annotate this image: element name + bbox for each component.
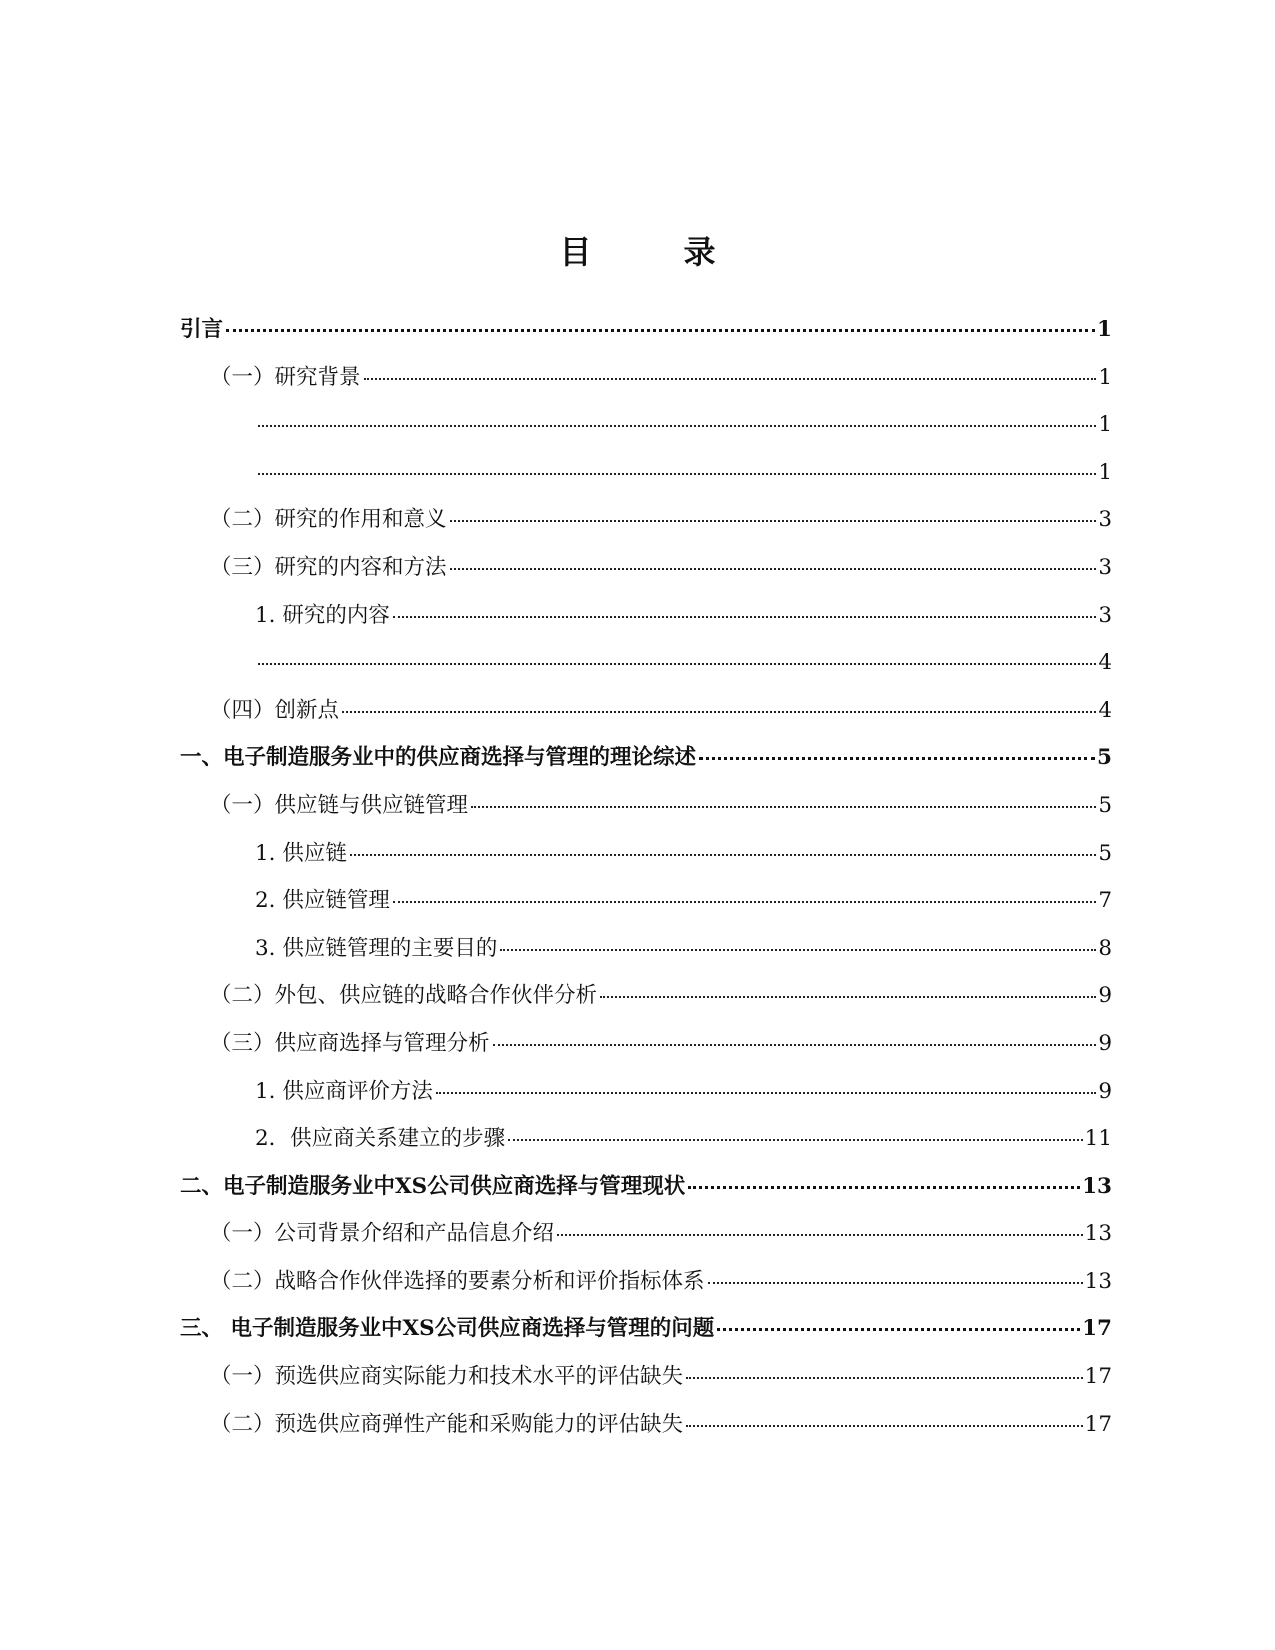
toc-entry-page-number: 1 xyxy=(1098,364,1112,390)
toc-entry-label: 二、电子制造服务业中XS公司供应商选择与管理现状 xyxy=(180,1173,686,1199)
toc-entry[interactable] xyxy=(180,1413,1112,1461)
toc-entry-page-number: 9 xyxy=(1098,983,1112,1009)
toc-entry[interactable] xyxy=(180,1365,1112,1413)
toc-entry-page-number: 17 xyxy=(1084,1364,1112,1390)
toc-entry-label: 2．供应商关系建立的步骤 xyxy=(255,1126,506,1152)
toc-entry-label: （三）供应商选择与管理分析 xyxy=(210,1030,490,1056)
toc-entry[interactable] xyxy=(180,1222,1112,1270)
toc-entry[interactable] xyxy=(180,318,1112,366)
toc-dot-leader xyxy=(500,949,1096,951)
toc-entry-page-number: 7 xyxy=(1098,888,1112,914)
toc-entry-page-number: 4 xyxy=(1098,650,1112,676)
toc-entry[interactable] xyxy=(180,842,1112,890)
toc-entry[interactable] xyxy=(180,699,1112,747)
toc-entry[interactable] xyxy=(180,508,1112,556)
toc-entry[interactable] xyxy=(180,1032,1112,1080)
toc-entry-label: 三、 电子制造服务业中XS公司供应商选择与管理的问题 xyxy=(180,1316,715,1342)
toc-entry[interactable] xyxy=(180,1175,1112,1223)
toc-entry[interactable] xyxy=(180,889,1112,937)
toc-dot-leader xyxy=(393,616,1096,618)
toc-dot-leader xyxy=(258,663,1096,665)
toc-dot-leader xyxy=(688,1186,1080,1189)
toc-entry-label: （二）研究的作用和意义 xyxy=(210,507,447,533)
toc-dot-leader xyxy=(708,1282,1083,1284)
toc-entry-page-number: 3 xyxy=(1098,554,1112,580)
toc-entry-label: （一）研究背景 xyxy=(210,364,361,390)
toc-entry-label: 1. 供应商评价方法 xyxy=(255,1078,433,1104)
toc-entry-page-number: 4 xyxy=(1098,697,1112,723)
toc-dot-leader xyxy=(471,806,1096,808)
toc-entry[interactable] xyxy=(180,1317,1112,1365)
toc-entry-label: （二）预选供应商弹性产能和采购能力的评估缺失 xyxy=(210,1411,684,1437)
toc-dot-leader xyxy=(600,996,1096,998)
toc-dot-leader xyxy=(686,1377,1083,1379)
toc-entry[interactable] xyxy=(180,937,1112,985)
toc-entry[interactable] xyxy=(180,1270,1112,1318)
toc-entry[interactable] xyxy=(180,746,1112,794)
toc-dot-leader xyxy=(686,1425,1083,1427)
toc-dot-leader xyxy=(258,425,1096,427)
toc-entry-page-number: 1 xyxy=(1097,317,1112,342)
toc-entry-page-number: 1 xyxy=(1098,459,1112,485)
toc-dot-leader xyxy=(508,1139,1082,1141)
toc-entry[interactable] xyxy=(180,651,1112,699)
toc-entry-page-number: 9 xyxy=(1098,1030,1112,1056)
table-of-contents xyxy=(180,318,1112,1460)
toc-entry-page-number: 8 xyxy=(1098,935,1112,961)
toc-entry[interactable] xyxy=(180,556,1112,604)
toc-entry[interactable] xyxy=(180,413,1112,461)
toc-dot-leader xyxy=(393,901,1096,903)
toc-entry[interactable] xyxy=(180,984,1112,1032)
toc-entry-label: （二）外包、供应链的战略合作伙伴分析 xyxy=(210,983,598,1009)
toc-dot-leader xyxy=(493,1044,1097,1046)
toc-dot-leader xyxy=(350,854,1096,856)
toc-entry[interactable] xyxy=(180,604,1112,652)
toc-entry-page-number: 5 xyxy=(1098,792,1112,818)
toc-entry-label: 2. 供应链管理 xyxy=(255,888,390,914)
toc-entry-page-number: 13 xyxy=(1082,1173,1112,1199)
toc-dot-leader xyxy=(226,329,1095,332)
toc-entry-label: （一）预选供应商实际能力和技术水平的评估缺失 xyxy=(210,1364,684,1390)
toc-title: 目 录 xyxy=(559,233,746,271)
toc-entry-label: 3. 供应链管理的主要目的 xyxy=(255,935,498,961)
toc-entry-label: （三）研究的内容和方法 xyxy=(210,554,447,580)
toc-entry-page-number: 17 xyxy=(1082,1316,1112,1342)
toc-entry[interactable] xyxy=(180,1127,1112,1175)
toc-entry-label: 一、电子制造服务业中的供应商选择与管理的理论综述 xyxy=(180,745,697,771)
toc-entry-page-number: 9 xyxy=(1098,1078,1112,1104)
toc-entry-page-number: 5 xyxy=(1097,745,1112,771)
toc-dot-leader xyxy=(258,473,1096,475)
toc-entry-page-number: 3 xyxy=(1098,602,1112,628)
toc-entry-page-number: 13 xyxy=(1084,1268,1112,1294)
toc-entry-label: 1. 研究的内容 xyxy=(255,602,390,628)
toc-entry-label: （一）公司背景介绍和产品信息介绍 xyxy=(210,1221,555,1247)
toc-entry-label: （四）创新点 xyxy=(210,697,340,723)
toc-entry-page-number: 17 xyxy=(1084,1411,1112,1437)
toc-entry[interactable] xyxy=(180,794,1112,842)
toc-entry-label: （二）战略合作伙伴选择的要素分析和评价指标体系 xyxy=(210,1268,705,1294)
toc-entry-page-number: 11 xyxy=(1084,1126,1112,1152)
toc-entry-page-number: 3 xyxy=(1098,507,1112,533)
toc-entry-page-number: 5 xyxy=(1098,840,1112,866)
toc-entry-label: （一）供应链与供应链管理 xyxy=(210,792,469,818)
toc-entry[interactable] xyxy=(180,366,1112,414)
toc-dot-leader xyxy=(717,1328,1080,1331)
toc-entry-page-number: 1 xyxy=(1098,412,1112,438)
toc-entry[interactable] xyxy=(180,1080,1112,1128)
toc-dot-leader xyxy=(557,1234,1083,1236)
toc-dot-leader xyxy=(450,568,1097,570)
toc-dot-leader xyxy=(450,520,1097,522)
toc-entry-label: 引言 xyxy=(180,317,224,342)
toc-entry[interactable] xyxy=(180,461,1112,509)
toc-dot-leader xyxy=(342,711,1096,713)
toc-dot-leader xyxy=(699,757,1095,760)
toc-dot-leader xyxy=(436,1092,1096,1094)
toc-entry-label: 1. 供应链 xyxy=(255,840,347,866)
toc-dot-leader xyxy=(364,378,1097,380)
toc-entry-page-number: 13 xyxy=(1084,1221,1112,1247)
